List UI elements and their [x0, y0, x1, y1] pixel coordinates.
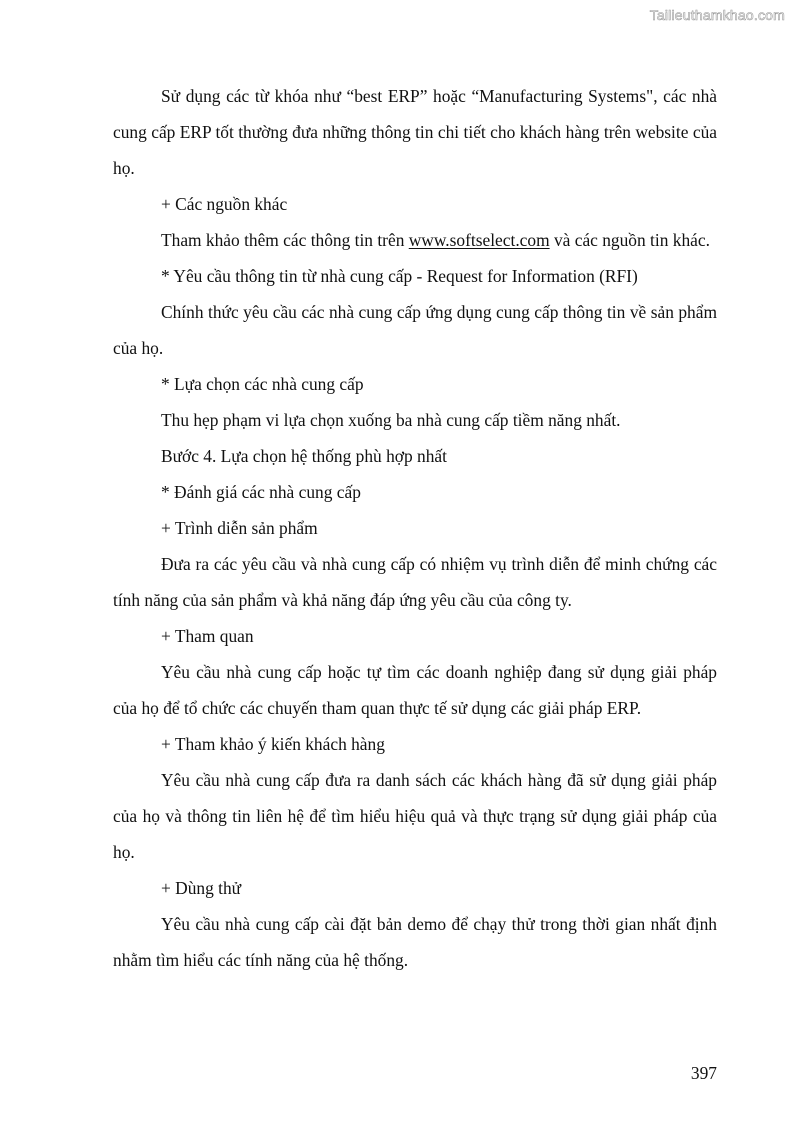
paragraph-text: và các nguồn tin khác. [549, 230, 710, 250]
subheading: + Tham quan [161, 626, 254, 646]
subheading: + Các nguồn khác [161, 194, 288, 214]
subheading: * Đánh giá các nhà cung cấp [161, 482, 361, 502]
paragraph: Chính thức yêu cầu các nhà cung cấp ứng dụng cung cấp thông tin về sản phẩm của họ. [113, 302, 717, 358]
subheading: * Lựa chọn các nhà cung cấp [161, 374, 364, 394]
paragraph: Thu hẹp phạm vi lựa chọn xuống ba nhà cung cấp tiềm năng nhất. [161, 410, 621, 430]
paragraph [113, 222, 717, 258]
subheading: + Trình diễn sản phẩm [161, 518, 318, 538]
paragraph-text: Tham khảo thêm các thông tin trên [161, 230, 409, 250]
document-body [113, 78, 717, 978]
paragraph: Yêu cầu nhà cung cấp hoặc tự tìm các doanh nghiệp đang sử dụng giải pháp của họ để tổ chức các chuyến tham quan thực tế sử dụng các giải pháp ERP. [113, 662, 717, 718]
page-number: 397 [690, 1063, 717, 1083]
softselect-link[interactable]: www.softselect.com [408, 230, 550, 250]
paragraph: Yêu cầu nhà cung cấp đưa ra danh sách các khách hàng đã sử dụng giải pháp của họ và thông tin liên hệ để tìm hiểu hiệu quả và thực trạng sử dụng giải pháp của họ. [113, 770, 717, 862]
paragraph: Sử dụng các từ khóa như “best ERP” hoặc “Manufacturing Systems", các nhà cung cấp ERP tốt thường đưa những thông tin chi tiết cho khách hàng trên website của họ. [113, 86, 717, 178]
subheading: * Yêu cầu thông tin từ nhà cung cấp - Request for Information (RFI) [161, 266, 638, 286]
section-heading: Bước 4. Lựa chọn hệ thống phù hợp nhất [161, 446, 447, 466]
paragraph: Đưa ra các yêu cầu và nhà cung cấp có nhiệm vụ trình diễn để minh chứng các tính năng của sản phẩm và khả năng đáp ứng yêu cầu của công ty. [113, 554, 717, 610]
subheading: + Tham khảo ý kiến khách hàng [161, 734, 385, 754]
watermark: Tailieuthamkhao.com [649, 7, 785, 23]
paragraph: Yêu cầu nhà cung cấp cài đặt bản demo để chạy thử trong thời gian nhất định nhằm tìm hiểu các tính năng của hệ thống. [113, 914, 717, 970]
subheading: + Dùng thử [161, 878, 242, 898]
